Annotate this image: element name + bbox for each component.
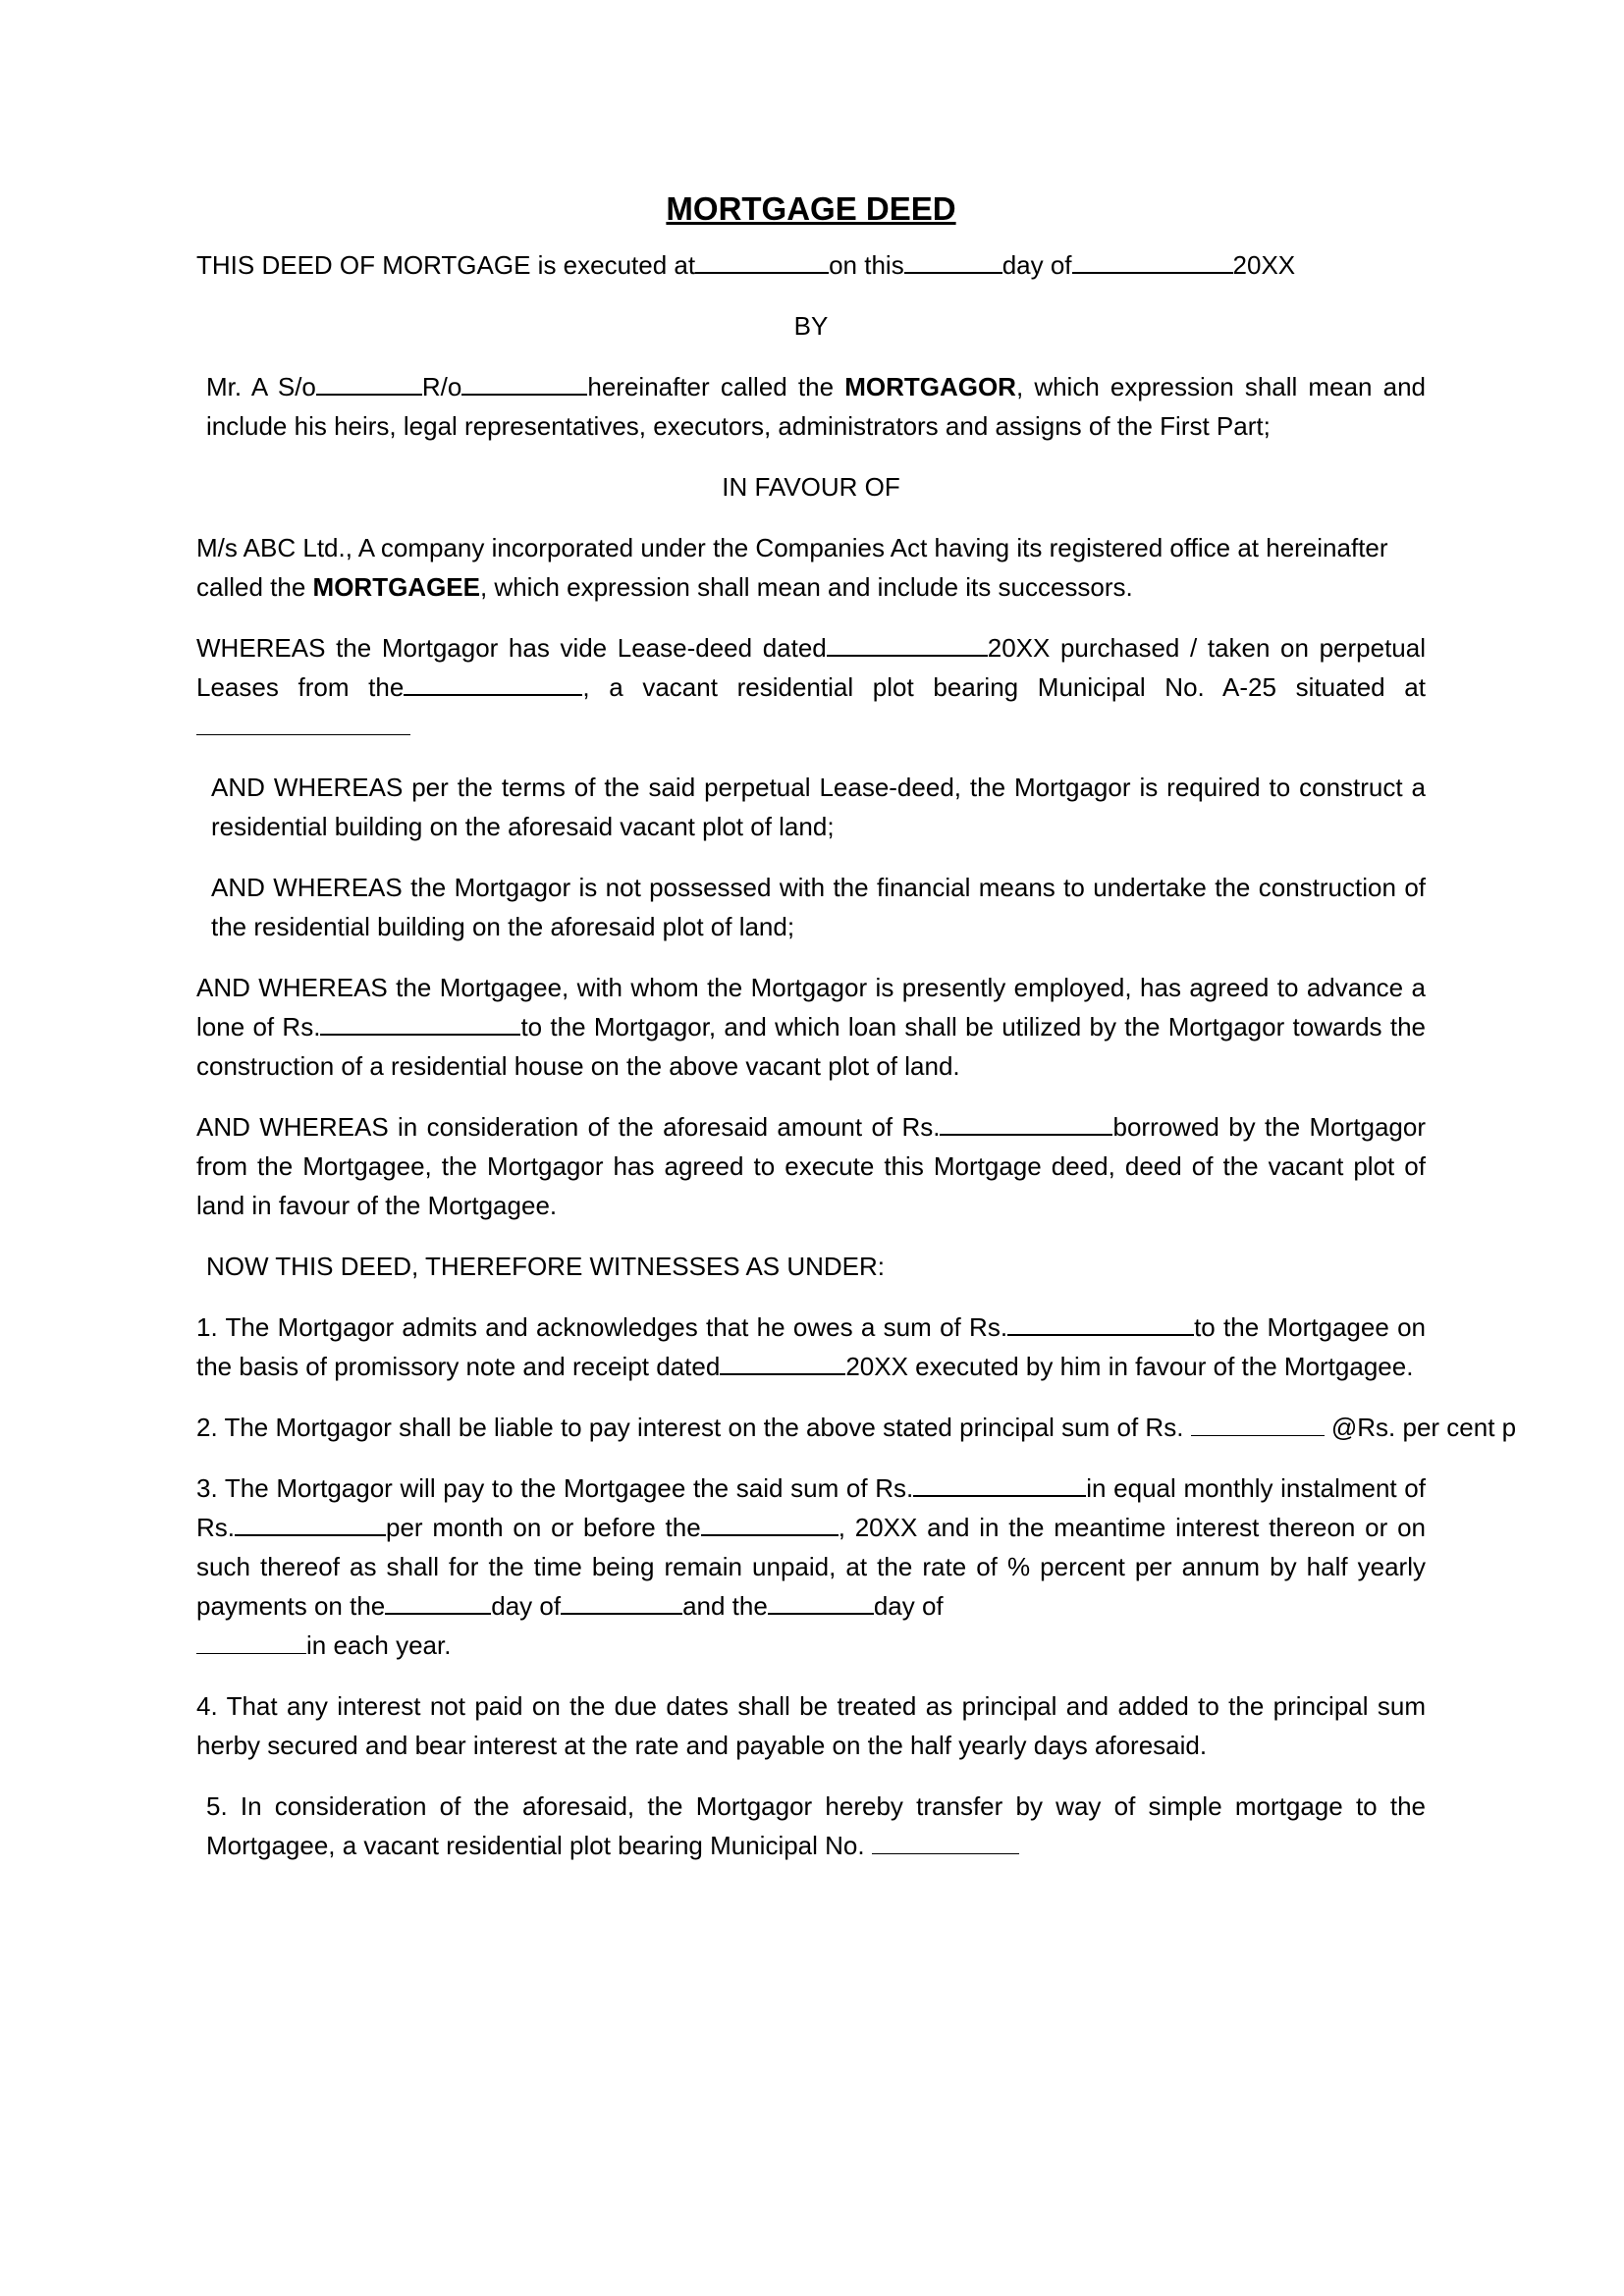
month-blank [1072,248,1233,274]
plot-description-text: , a vacant residential plot bearing Municipal No. A-25 situated at [582,672,1426,702]
mortgagee-term: MORTGAGEE [312,572,480,602]
mortgagee-company-text: M/s ABC Ltd., A company incorporated under the Companies Act having its registered office at hereinafter called the [196,533,1388,602]
loan-advance-text: AND WHEREAS the Mortgagee, with whom the Mortgagor is presently employed, has agreed to advance a lone of Rs. [196,973,1426,1041]
mortgagee-definition-text: , which expression shall mean and include its successors. [479,572,1133,602]
mortgagee-paragraph [196,528,1426,607]
whereas-lease-paragraph [196,628,1426,746]
place-blank [695,248,829,274]
clause-3-instalment-text: in equal monthly instalment of Rs. [196,1473,1426,1542]
payment-day-2-blank [768,1589,874,1615]
whereas-loan-paragraph [196,968,1426,1086]
execution-text: THIS DEED OF MORTGAGE is executed at [196,250,696,280]
clause-3-each-year: in each year. [306,1630,452,1660]
loan-purpose-text: to the Mortgagor, and which loan shall be utilized by the Mortgagor towards the construction of a residential house on the above vacant plot of land. [196,1012,1426,1081]
document-title: MORTGAGE DEED [666,190,956,227]
payment-day-1-blank [385,1589,491,1615]
borrowed-amount-blank [940,1110,1112,1136]
clause-1-promissory-text: to the Mortgagee on the basis of promissory note and receipt dated [196,1312,1426,1381]
clause-3-and-the: and the [682,1591,768,1621]
clause-4: 4. That any interest not paid on the due dates shall be treated as principal and added to the principal sum herby secured and bear interest at the rate and payable on the half yearly days aforesaid. [196,1691,1426,1760]
principal-sum-blank [1191,1412,1325,1436]
year-text: 20XX [1232,250,1296,280]
whereas-means-paragraph: AND WHEREAS the Mortgagor is not possessed with the financial means to undertake the construction of the residential building on the aforesaid plot of land; [211,873,1426,941]
repay-sum-blank [913,1471,1086,1497]
mortgagor-name-text: Mr. A S/o [206,372,316,401]
due-date-blank [701,1511,839,1536]
residence-blank [461,370,587,396]
clause-2 [196,1408,1517,1447]
mortgagor-paragraph [196,367,1426,446]
loan-amount-blank [320,1010,520,1036]
lessor-blank [404,670,582,696]
clause-2-rate-text: @Rs. per cent p [1324,1413,1517,1442]
clause-2-interest-text: 2. The Mortgagor shall be liable to pay interest on the above stated principal sum of Rs. [196,1413,1191,1442]
clause-3 [196,1468,1426,1665]
clause-3-meantime-text: , 20XX and in the meantime interest thereon or on such thereof as shall for the time being remain unpaid, at the rate of % percent per annum by half yearly payments on the [196,1513,1426,1621]
instalment-blank [235,1511,386,1536]
resident-of-text: R/o [421,372,462,401]
situated-at-blank [196,711,410,735]
clause-1-executed-text: 20XX executed by him in favour of the Mortgagee. [845,1352,1414,1381]
son-of-blank [316,370,422,396]
clause-5-transfer-text: 5. In consideration of the aforesaid, the Mortgagor hereby transfer by way of simple mortgage to the Mortgagee, a vacant residential plot bearing Municipal No. [206,1791,1426,1860]
mortgagor-term: MORTGAGOR [844,372,1016,401]
payment-month-1-blank [561,1589,682,1615]
payment-month-2-blank [196,1629,306,1654]
clause-1 [196,1308,1426,1386]
by-heading: BY [793,311,829,341]
execution-paragraph [196,245,1426,285]
clause-1-owes-text: 1. The Mortgagor admits and acknowledges that he owes a sum of Rs. [196,1312,1008,1342]
in-favour-of-heading: IN FAVOUR OF [722,472,900,502]
municipal-no-blank [872,1830,1019,1854]
clause-3-pay-text: 3. The Mortgagor will pay to the Mortgagee the said sum of Rs. [196,1473,914,1503]
day-of-text: day of [1001,250,1072,280]
consideration-text: AND WHEREAS in consideration of the aforesaid amount of Rs. [196,1112,941,1142]
day-blank [904,248,1002,274]
owed-sum-blank [1007,1310,1194,1336]
clause-3-day-of-2: day of [873,1591,944,1621]
lease-date-blank [827,631,988,657]
witnesses-heading: NOW THIS DEED, THEREFORE WITNESSES AS UNDER: [206,1252,886,1281]
hereinafter-text: hereinafter called the [587,372,845,401]
clause-3-before-text: per month on or before the [386,1513,701,1542]
whereas-consideration-paragraph [196,1107,1426,1225]
mortgagor-definition-text: , which expression shall mean and include his heirs, legal representatives, executors, administrators and assigns of the First Part; [206,372,1426,441]
clause-3-day-of-1: day of [491,1591,562,1621]
on-this-text: on this [829,250,904,280]
document-body [196,188,1517,1887]
execute-deed-text: borrowed by the Mortgagor from the Mortgagee, the Mortgagor has agreed to execute this Mortgage deed, deed of the vacant plot of land in favour of the Mortgagee. [196,1112,1426,1220]
perpetual-lease-text: 20XX purchased / taken on perpetual Leases from the [196,633,1426,702]
clause-5 [196,1787,1426,1865]
whereas-construct-paragraph: AND WHEREAS per the terms of the said perpetual Lease-deed, the Mortgagor is required to construct a residential building on the aforesaid vacant plot of land; [211,773,1426,841]
lease-deed-text: WHEREAS the Mortgagor has vide Lease-deed dated [196,633,827,663]
receipt-date-blank [720,1350,845,1375]
